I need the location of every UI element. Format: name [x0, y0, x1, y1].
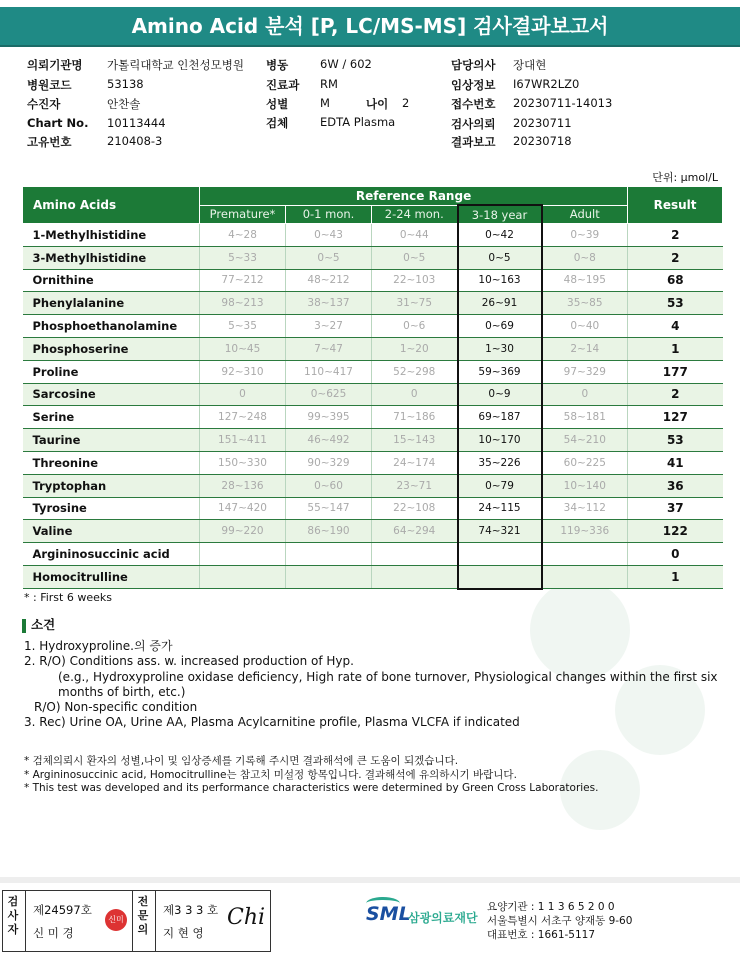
- reference-range-cell: 35~85: [542, 292, 628, 315]
- reference-range-cell: 0~60: [286, 474, 372, 497]
- footer-line: 요양기관 : 1 1 3 6 5 2 0 0: [487, 901, 615, 913]
- amino-acid-name: Tyrosine: [23, 497, 200, 520]
- amino-acid-table: [22, 186, 723, 590]
- receipt-value: 20230711-14013: [513, 96, 613, 110]
- amino-acid-name: Argininosuccinic acid: [23, 543, 200, 566]
- reference-range-cell: 5~33: [200, 246, 286, 269]
- table-row: [23, 269, 723, 292]
- examiner-name: 신 미 경: [33, 926, 74, 940]
- reference-range-cell: [542, 565, 628, 588]
- reference-range-cell: 0~43: [286, 224, 372, 247]
- reference-range-cell: 0~5: [372, 246, 458, 269]
- table-row: [23, 497, 723, 520]
- reference-range-cell: 5~35: [200, 315, 286, 338]
- reference-range-cell: 86~190: [286, 520, 372, 543]
- reference-range-cell: 69~187: [458, 406, 542, 429]
- report-title: Amino Acid 분석 [P, LC/MS-MS] 검사결과보고서: [0, 7, 740, 45]
- reference-range-cell: 24~115: [458, 497, 542, 520]
- ward-value: 6W / 602: [320, 57, 372, 71]
- clinical-value: I67WR2LZ0: [513, 77, 580, 91]
- reference-range-cell: [286, 543, 372, 566]
- range-header-highlighted: 3-18 year: [458, 205, 542, 224]
- range-header: 2-24 mon.: [372, 205, 458, 224]
- signature-box: [2, 890, 271, 952]
- specialist-license: 제3 3 3 호: [163, 903, 219, 917]
- age-label: 나이: [366, 97, 389, 111]
- reference-range-cell: [286, 565, 372, 588]
- patient-info: [0, 0, 740, 160]
- table-row: [23, 565, 723, 588]
- doctor-value: 장대현: [513, 58, 547, 72]
- findings-title-text: 소견: [31, 617, 56, 632]
- footer-separator: [0, 877, 740, 883]
- reference-range-cell: [458, 543, 542, 566]
- unit-label: 단위: μmol/L: [652, 171, 718, 184]
- result-value: 1: [628, 337, 723, 360]
- reference-range-cell: 54~210: [542, 429, 628, 452]
- reference-range-cell: 58~181: [542, 406, 628, 429]
- reference-range-cell: 10~163: [458, 269, 542, 292]
- table-row: [23, 474, 723, 497]
- table-row: [23, 292, 723, 315]
- amino-acid-name: Phosphoethanolamine: [23, 315, 200, 338]
- amino-acid-name: Phenylalanine: [23, 292, 200, 315]
- notes: [24, 755, 724, 796]
- code-value: 53138: [107, 77, 144, 91]
- reference-range-cell: 0~625: [286, 383, 372, 406]
- finding-line: R/O) Non-specific condition: [34, 700, 198, 715]
- note-line: * 검체의뢰시 환자의 성별,나이 및 임상증세를 기록해 주시면 결과해석에 큰 도움이 되겠습니다.: [24, 755, 459, 767]
- collector-value: 안찬솔: [107, 97, 141, 111]
- chart-label: Chart No.: [27, 116, 89, 130]
- table-row: [23, 383, 723, 406]
- reference-range-cell: 38~137: [286, 292, 372, 315]
- result-value: 41: [628, 451, 723, 474]
- reference-range-cell: 24~174: [372, 451, 458, 474]
- org-name: 삼광의료재단: [408, 911, 478, 925]
- reference-range-cell: 1~30: [458, 337, 542, 360]
- reference-range-cell: 0: [542, 383, 628, 406]
- amino-acid-name: Proline: [23, 360, 200, 383]
- col-header-name: Amino Acids: [23, 187, 200, 224]
- table-row: [23, 360, 723, 383]
- reference-range-cell: 119~336: [542, 520, 628, 543]
- amino-acid-name: Homocitrulline: [23, 565, 200, 588]
- specialist-name: 지 현 영: [163, 926, 204, 940]
- result-value: 53: [628, 429, 723, 452]
- reference-range-cell: 10~140: [542, 474, 628, 497]
- amino-acid-name: Threonine: [23, 451, 200, 474]
- table-row: [23, 429, 723, 452]
- result-value: 2: [628, 383, 723, 406]
- reference-range-cell: 4~28: [200, 224, 286, 247]
- reference-range-cell: 3~27: [286, 315, 372, 338]
- section-marker: [22, 619, 26, 633]
- reference-range-cell: 97~329: [542, 360, 628, 383]
- specimen-label: 검체: [266, 116, 289, 130]
- chart-value: 10113444: [107, 116, 166, 130]
- reference-range-cell: 64~294: [372, 520, 458, 543]
- reference-range-cell: [372, 565, 458, 588]
- reference-range-cell: 0~39: [542, 224, 628, 247]
- reference-range-cell: 74~321: [458, 520, 542, 543]
- reference-range-cell: 98~213: [200, 292, 286, 315]
- examiner-license: 제24597호: [33, 903, 92, 917]
- footer-line: 대표번호 : 1661-5117: [487, 929, 596, 941]
- reference-range-cell: 46~492: [286, 429, 372, 452]
- reference-range-cell: 127~248: [200, 406, 286, 429]
- finding-line: 2. R/O) Conditions ass. w. increased production of Hyp.: [24, 654, 354, 669]
- amino-acid-name: 3-Methylhistidine: [23, 246, 200, 269]
- amino-acid-name: Serine: [23, 406, 200, 429]
- request-label: 검사의뢰: [451, 117, 496, 131]
- reference-range-cell: 15~143: [372, 429, 458, 452]
- receipt-label: 접수번호: [451, 97, 496, 111]
- dept-label: 진료과: [266, 78, 300, 92]
- note-line: * Argininosuccinic acid, Homocitrulline는 참고치 미설정 항목입니다. 결과해석에 유의하시기 바랍니다.: [24, 768, 517, 781]
- sex-label: 성별: [266, 97, 289, 111]
- footer-line: 서울특별시 서초구 양재동 9-60: [487, 915, 633, 927]
- result-value: 177: [628, 360, 723, 383]
- result-value: 2: [628, 246, 723, 269]
- amino-acid-name: Tryptophan: [23, 474, 200, 497]
- reference-range-cell: 0: [200, 383, 286, 406]
- reference-range-cell: 0~44: [372, 224, 458, 247]
- reference-range-cell: 22~108: [372, 497, 458, 520]
- result-value: 36: [628, 474, 723, 497]
- reference-range-cell: 52~298: [372, 360, 458, 383]
- finding-line: 1. Hydroxyproline.의 증가: [24, 639, 173, 653]
- table-row: [23, 406, 723, 429]
- table-row: [23, 337, 723, 360]
- reference-range-cell: 0~8: [542, 246, 628, 269]
- reference-range-cell: 60~225: [542, 451, 628, 474]
- uid-label: 고유번호: [27, 135, 72, 149]
- reference-range-cell: 0~40: [542, 315, 628, 338]
- reference-range-cell: 0~5: [458, 246, 542, 269]
- reference-range-cell: 0~79: [458, 474, 542, 497]
- dept-value: RM: [320, 77, 338, 91]
- reference-range-cell: 23~71: [372, 474, 458, 497]
- sex-value: M: [320, 96, 330, 110]
- table-row: [23, 224, 723, 247]
- result-value: 2: [628, 224, 723, 247]
- findings-title: [22, 615, 55, 633]
- result-value: 68: [628, 269, 723, 292]
- result-value: 122: [628, 520, 723, 543]
- result-value: 127: [628, 406, 723, 429]
- doctor-label: 담당의사: [451, 58, 496, 72]
- reference-range-cell: 90~329: [286, 451, 372, 474]
- reference-range-cell: 34~112: [542, 497, 628, 520]
- result-value: 1: [628, 565, 723, 588]
- amino-acid-name: Sarcosine: [23, 383, 200, 406]
- request-value: 20230711: [513, 116, 572, 130]
- hospital-value: 가톨릭대학교 인천성모병원: [107, 58, 244, 72]
- reference-range-cell: 59~369: [458, 360, 542, 383]
- amino-acid-name: Taurine: [23, 429, 200, 452]
- range-header: Premature*: [200, 205, 286, 224]
- reference-range-cell: 26~91: [458, 292, 542, 315]
- age-value: 2: [402, 96, 410, 110]
- collector-label: 수진자: [27, 97, 61, 111]
- amino-acid-name: Ornithine: [23, 269, 200, 292]
- footer-address: [487, 900, 632, 942]
- reference-range-cell: 22~103: [372, 269, 458, 292]
- reference-range-cell: 151~411: [200, 429, 286, 452]
- clinical-label: 임상정보: [451, 78, 496, 92]
- reference-range-cell: 0~9: [458, 383, 542, 406]
- uid-value: 210408-3: [107, 134, 163, 148]
- ward-label: 병동: [266, 58, 289, 72]
- report-date-label: 결과보고: [451, 135, 496, 149]
- code-label: 병원코드: [27, 78, 72, 92]
- table-row: [23, 520, 723, 543]
- specialist-signature: Chi: [227, 905, 266, 930]
- col-header-result: Result: [628, 187, 723, 224]
- reference-range-cell: 48~212: [286, 269, 372, 292]
- reference-range-cell: 28~136: [200, 474, 286, 497]
- reference-range-cell: [542, 543, 628, 566]
- specialist-label: 전문의: [137, 895, 149, 936]
- reference-range-cell: 150~330: [200, 451, 286, 474]
- reference-range-cell: 10~170: [458, 429, 542, 452]
- reference-range-cell: 48~195: [542, 269, 628, 292]
- reference-range-cell: 0~5: [286, 246, 372, 269]
- table-row: [23, 315, 723, 338]
- result-value: 0: [628, 543, 723, 566]
- reference-range-cell: [200, 543, 286, 566]
- reference-range-cell: 55~147: [286, 497, 372, 520]
- reference-range-cell: 1~20: [372, 337, 458, 360]
- sml-logo: SML: [366, 903, 411, 925]
- reference-range-cell: [458, 565, 542, 588]
- reference-range-cell: [372, 543, 458, 566]
- reference-range-cell: 0~42: [458, 224, 542, 247]
- examiner-label: 검사자: [7, 895, 19, 936]
- table-footnote: * : First 6 weeks: [24, 591, 112, 604]
- reference-range-cell: 99~395: [286, 406, 372, 429]
- table-row: [23, 543, 723, 566]
- finding-line: (e.g., Hydroxyproline oxidase deficiency, High rate of bone turnover, Physiological changes within the first six months of birth, etc.): [58, 669, 718, 699]
- specimen-value: EDTA Plasma: [320, 115, 396, 129]
- reference-range-cell: 110~417: [286, 360, 372, 383]
- reference-range-cell: 77~212: [200, 269, 286, 292]
- result-value: 53: [628, 292, 723, 315]
- reference-range-cell: 31~75: [372, 292, 458, 315]
- reference-range-cell: 10~45: [200, 337, 286, 360]
- range-header: 0-1 mon.: [286, 205, 372, 224]
- reference-range-cell: 147~420: [200, 497, 286, 520]
- amino-acid-name: 1-Methylhistidine: [23, 224, 200, 247]
- col-header-reference: Reference Range: [200, 187, 628, 206]
- reference-range-cell: 0: [372, 383, 458, 406]
- result-value: 37: [628, 497, 723, 520]
- table-row: [23, 451, 723, 474]
- report-date-value: 20230718: [513, 134, 572, 148]
- amino-acid-name: Phosphoserine: [23, 337, 200, 360]
- reference-range-cell: 0~6: [372, 315, 458, 338]
- table-row: [23, 246, 723, 269]
- reference-range-cell: 0~69: [458, 315, 542, 338]
- examiner-seal: 신미경: [105, 909, 127, 931]
- reference-range-cell: 2~14: [542, 337, 628, 360]
- reference-range-cell: 71~186: [372, 406, 458, 429]
- reference-range-cell: 7~47: [286, 337, 372, 360]
- reference-range-cell: 35~226: [458, 451, 542, 474]
- hospital-label: 의뢰기관명: [27, 58, 83, 72]
- amino-acid-name: Valine: [23, 520, 200, 543]
- result-value: 4: [628, 315, 723, 338]
- reference-range-cell: 92~310: [200, 360, 286, 383]
- reference-range-cell: [200, 565, 286, 588]
- note-line: * This test was developed and its performance characteristics were determined by Green Cross Laboratories.: [24, 782, 599, 794]
- reference-range-cell: 99~220: [200, 520, 286, 543]
- findings-body: [24, 639, 724, 731]
- range-header: Adult: [542, 205, 628, 224]
- finding-line: 3. Rec) Urine OA, Urine AA, Plasma Acylcarnitine profile, Plasma VLCFA if indicated: [24, 715, 520, 730]
